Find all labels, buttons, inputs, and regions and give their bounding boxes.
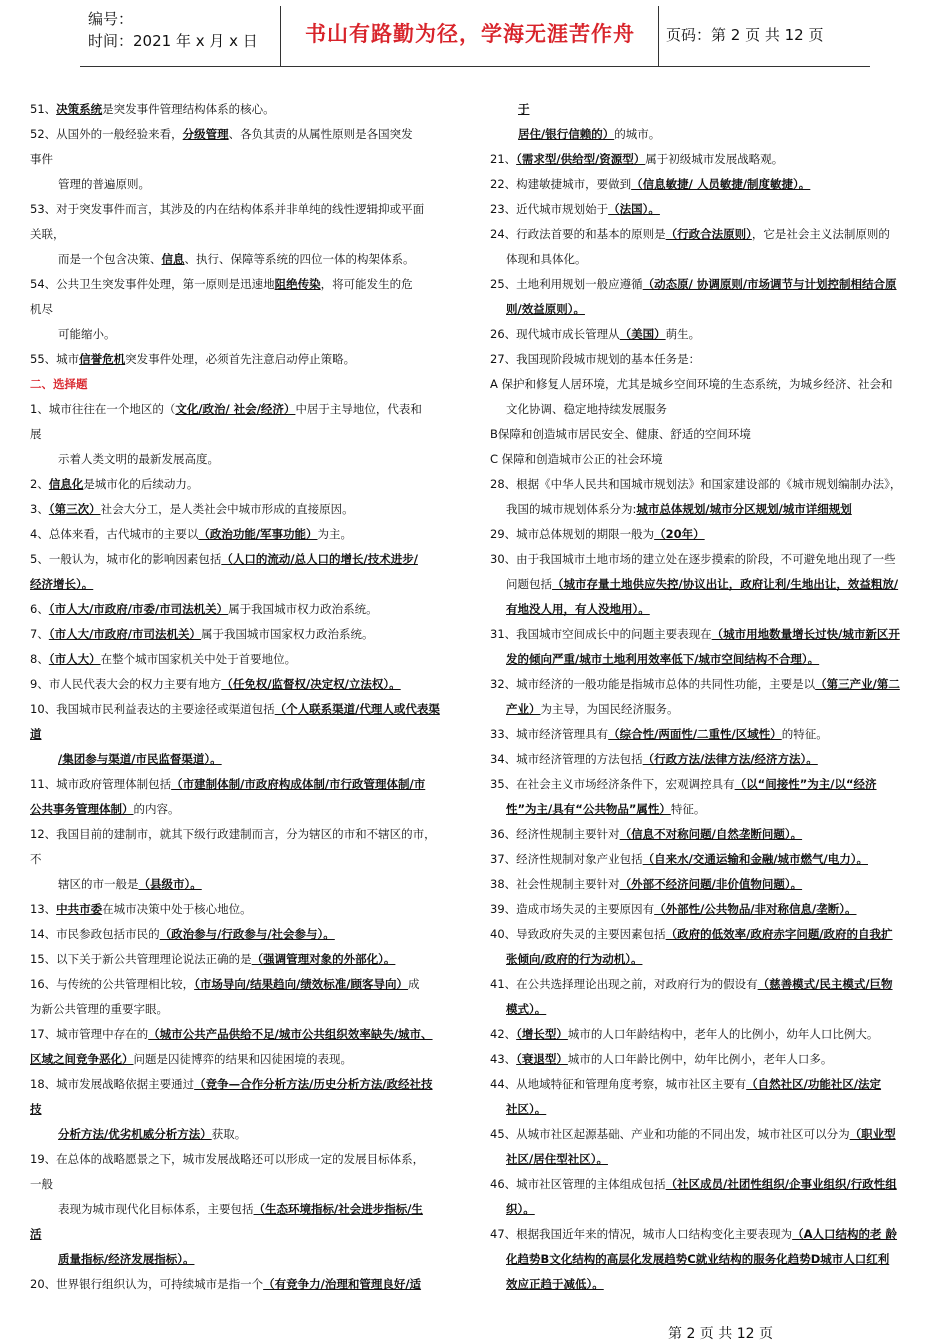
- text-line: [490, 1247, 922, 1272]
- text-line: [490, 1022, 922, 1047]
- text-line: [30, 322, 460, 347]
- header-page-info: 页码：第 2 页 共 12 页: [666, 26, 824, 44]
- question-text: 5、一般认为，城市化的影响因素包括: [30, 552, 222, 566]
- text-line: [490, 147, 922, 172]
- question-text: ，将可能发生的危: [320, 277, 413, 291]
- text-line: [30, 497, 460, 522]
- question-text: C 保障和创造城市公正的社会环境: [490, 452, 663, 466]
- text-line: [490, 547, 922, 572]
- answer-text: 公共事务管理体制）: [30, 802, 134, 816]
- answer-text: （外部性/公共物品/非对称信息/垄断）。: [654, 902, 857, 916]
- text-line: [30, 1247, 460, 1272]
- question-text: 是城市化的后续动力。: [83, 477, 199, 491]
- question-text: 城市的人口年龄结构中，老年人的比例小，幼年人口比例大。: [567, 1027, 879, 1041]
- answer-text: （法国）。: [608, 202, 660, 216]
- text-line: [490, 197, 922, 222]
- question-text: 为主。: [317, 527, 353, 541]
- text-line: [490, 597, 922, 622]
- question-text: 41、在公共选择理论出现之前，对政府行为的假设有: [490, 977, 758, 991]
- text-line: [490, 722, 922, 747]
- question-text: 16、与传统的公共管理相比较，: [30, 977, 195, 991]
- text-line: [490, 172, 922, 197]
- text-line: [30, 422, 460, 447]
- text-line: [30, 222, 460, 247]
- question-text: 在城市决策中处于核心地位。: [102, 902, 252, 916]
- text-line: [490, 447, 922, 472]
- text-line: [490, 397, 922, 422]
- text-line: [30, 1222, 460, 1247]
- question-text: 体现和具体化。: [506, 252, 587, 266]
- left-column: [30, 97, 460, 1297]
- question-text: 53、对于突发事件而言，其涉及的内在结构体系并非单纯的线性逻辑抑或平面: [30, 202, 425, 216]
- question-text: 1、城市往往在一个地区的（: [30, 402, 176, 416]
- answer-text: （市人大）: [48, 652, 101, 666]
- text-line: [30, 197, 460, 222]
- question-text: 二、选择题: [30, 377, 88, 391]
- answer-text: （行政方法/法律方法/经济方法）。: [642, 752, 818, 766]
- question-text: 的城市。: [614, 127, 661, 141]
- answer-text: 技: [30, 1102, 42, 1116]
- text-line: [30, 1072, 460, 1097]
- question-text: 42、: [490, 1027, 517, 1041]
- text-line: [30, 1197, 460, 1222]
- question-text: 属于我国城市权力政治系统。: [228, 602, 378, 616]
- question-text: 10、我国城市民利益表达的主要途径或渠道包括: [30, 702, 275, 716]
- question-text: 、各负其责的从属性原则是各国突发: [228, 127, 413, 141]
- question-text: 在整个城市国家机关中处于首要地位。: [100, 652, 297, 666]
- question-text: 辖区的市一般是: [58, 877, 139, 891]
- question-text: 3、: [30, 502, 49, 516]
- answer-text: （以“间接性”为主/以“经济: [734, 777, 877, 791]
- question-text: 萌生。: [665, 327, 701, 341]
- answer-text: （A人口结构的老 龄: [792, 1227, 898, 1241]
- text-line: [490, 97, 922, 122]
- answer-text: （任免权/监督权/决定权/立法权）。: [221, 677, 401, 691]
- answer-text: （人口的流动/总人口的增长/技术进步/: [221, 552, 418, 566]
- text-line: [490, 222, 922, 247]
- question-text: 属于我国城市国家权力政治系统。: [200, 627, 374, 641]
- text-line: [30, 1047, 460, 1072]
- text-line: [490, 697, 922, 722]
- question-text: A 保护和修复人居环境，尤其是城乡空间环境的生态系统，为城乡经济、社会和: [490, 377, 893, 391]
- answer-text: 活: [30, 1227, 42, 1241]
- question-text: 为新公共管理的重要字眼。: [30, 1002, 168, 1016]
- answer-text: 阻绝传染: [274, 277, 321, 291]
- header-meta: [88, 8, 258, 52]
- question-text: 管理的普遍原则。: [58, 177, 150, 191]
- question-text: 关联，: [30, 227, 65, 241]
- question-text: 35、在社会主义市场经济条件下，宏观调控具有: [490, 777, 735, 791]
- answer-text: 社区/居住型社区）。: [506, 1152, 608, 1166]
- date-label: 时间：2021 年 x 月 x 日: [88, 32, 258, 50]
- answer-text: 织）。: [506, 1202, 535, 1216]
- question-text: 38、社会性规制主要针对: [490, 877, 620, 891]
- answer-text: （信息不对称问题/自然垄断问题）。: [619, 827, 803, 841]
- answer-text: （需求型/供给型/资源型）: [516, 152, 646, 166]
- text-line: [490, 972, 922, 997]
- question-text: 33、城市经济管理具有: [490, 727, 609, 741]
- text-line: [490, 747, 922, 772]
- header-divider: [280, 6, 281, 66]
- text-line: [490, 847, 922, 872]
- text-line: [30, 122, 460, 147]
- question-text: 39、造成市场失灵的主要原因有: [490, 902, 655, 916]
- answer-text: （生态环境指标/社会进步指标/生: [253, 1202, 423, 1216]
- text-line: [30, 647, 460, 672]
- answer-text: （职业型: [849, 1127, 896, 1141]
- right-column: [490, 97, 922, 1297]
- answer-text: （强调管理对象的外部化）。: [251, 952, 396, 966]
- question-text: 43、: [490, 1052, 517, 1066]
- answer-text: 分析方法/优劣机威分析方法）: [58, 1127, 212, 1141]
- question-text: 突发事件处理，必须首先注意启动停止策略。: [125, 352, 356, 366]
- text-line: [30, 472, 460, 497]
- answer-text: （政治参与/行政参与/社会参与）。: [159, 927, 335, 941]
- text-line: [490, 997, 922, 1022]
- question-text: 文化协调、稳定地持续发展服务: [506, 402, 667, 416]
- question-text: 13、: [30, 902, 57, 916]
- answer-text: （20年）: [654, 527, 705, 541]
- answer-text: （自来水/交通运输和金融/城市燃气/电力）。: [642, 852, 868, 866]
- text-line: [30, 672, 460, 697]
- text-line: [490, 1197, 922, 1222]
- question-text: 展: [30, 427, 42, 441]
- answer-text: 决策系统: [56, 102, 103, 116]
- question-text: 特征。: [670, 802, 706, 816]
- answer-text: 信息: [161, 252, 185, 266]
- answer-text: 张倾向/政府的行为动机）。: [506, 952, 643, 966]
- question-text: 7、: [30, 627, 49, 641]
- text-line: [490, 1047, 922, 1072]
- answer-text: 城市总体规划/城市分区规划/城市详细规划: [636, 502, 852, 516]
- question-text: 28、根据《中华人民共和国城市规划法》和国家建设部的《城市规划编制办法》，: [490, 477, 902, 491]
- text-line: [490, 1097, 922, 1122]
- text-line: [490, 622, 922, 647]
- question-text: 问题是囚徒博弈的结果和囚徒困境的表现。: [133, 1052, 352, 1066]
- answer-text: 化趋势B文化结构的高层化发展趋势C就业结构的服务化趋势D城市人口红利: [506, 1252, 890, 1266]
- question-text: 34、城市经济管理的方法包括: [490, 752, 643, 766]
- text-line: [30, 1172, 460, 1197]
- text-line: [30, 272, 460, 297]
- text-line: [490, 1222, 922, 1247]
- question-text: 47、根据我国近年来的情况，城市人口结构变化主要表现为: [490, 1227, 793, 1241]
- question-text: 可能缩小。: [58, 327, 116, 341]
- question-text: 36、经济性规制主要针对: [490, 827, 620, 841]
- text-line: [30, 922, 460, 947]
- question-text: 17、城市管理中存在的: [30, 1027, 149, 1041]
- answer-text: 信誉危机: [79, 352, 126, 366]
- question-text: 社会大分工，是人类社会中城市形成的直接原因。: [100, 502, 354, 516]
- answer-text: 质量指标/经济发展指标）。: [58, 1252, 195, 1266]
- text-line: [490, 1122, 922, 1147]
- question-text: 40、导致政府失灵的主要因素包括: [490, 927, 666, 941]
- answer-text: （自然社区/功能社区/法定: [746, 1077, 882, 1091]
- question-text: 22、构建敏捷城市，要做到: [490, 177, 632, 191]
- text-line: [490, 822, 922, 847]
- question-text: 6、: [30, 602, 49, 616]
- question-text: 一般: [30, 1177, 53, 1191]
- text-line: [30, 872, 460, 897]
- question-text: 20、世界银行组织认为，可持续城市是指一个: [30, 1277, 264, 1291]
- question-text: 18、城市发展战略依据主要通过: [30, 1077, 195, 1091]
- text-line: [30, 747, 460, 772]
- answer-text: 模式）。: [506, 1002, 547, 1016]
- text-line: [490, 772, 922, 797]
- text-line: [490, 122, 922, 147]
- question-text: 29、城市总体规划的期限一般为: [490, 527, 655, 541]
- question-text: 机尽: [30, 302, 53, 316]
- answer-text: 信息化: [48, 477, 84, 491]
- answer-text: （市建制体制/市政府构成体制/市行政管理体制/市: [171, 777, 426, 791]
- question-text: 52、从国外的一般经验来看，: [30, 127, 183, 141]
- question-text: 表现为城市现代化目标体系，主要包括: [58, 1202, 254, 1216]
- text-line: [490, 572, 922, 597]
- text-line: [490, 422, 922, 447]
- answer-text: （衰退型）: [516, 1052, 568, 1066]
- text-line: [490, 247, 922, 272]
- answer-text: （县级市）。: [138, 877, 202, 891]
- question-text: 中居于主导地位，代表和: [295, 402, 422, 416]
- header-divider: [658, 6, 659, 66]
- question-text: 成: [408, 977, 420, 991]
- question-text: 我国的城市规划体系分为:: [506, 502, 637, 516]
- question-text: 32、城市经济的一般功能是指城市总体的共同性功能，主要是以: [490, 677, 816, 691]
- text-line: [30, 997, 460, 1022]
- text-line: [30, 822, 460, 847]
- answer-text: （城市公共产品供给不足/城市公共组织效率缺失/城市、: [148, 1027, 433, 1041]
- text-line: [30, 522, 460, 547]
- question-text: 9、市人民代表大会的权力主要有地方: [30, 677, 222, 691]
- answer-text: （市人大/市政府/市委/市司法机关）: [48, 602, 229, 616]
- text-line: [490, 947, 922, 972]
- answer-text: （有竞争力/治理和管理良好/适: [263, 1277, 422, 1291]
- text-line: [30, 97, 460, 122]
- answer-text: （综合性/两面性/二重性/区域性）: [608, 727, 782, 741]
- text-line: [30, 1272, 460, 1297]
- text-line: [30, 347, 460, 372]
- text-line: [30, 597, 460, 622]
- text-line: [30, 797, 460, 822]
- question-text: 示着人类文明的最新发展高度。: [58, 452, 219, 466]
- question-text: B保障和创造城市居民安全、健康、舒适的空间环境: [490, 427, 751, 441]
- text-line: [490, 522, 922, 547]
- question-text: 54、公共卫生突发事件处理，第一原则是迅速地: [30, 277, 275, 291]
- answer-text: （政治功能/军事功能）: [198, 527, 318, 541]
- question-text: 44、从地域特征和管理角度考察，城市社区主要有: [490, 1077, 747, 1091]
- text-line: [30, 697, 460, 722]
- text-line: [30, 247, 460, 272]
- answer-text: （外部不经济问题/非价值物问题）。: [619, 877, 803, 891]
- text-line: [30, 147, 460, 172]
- text-line: [490, 297, 922, 322]
- number-label: 编号：: [88, 10, 134, 28]
- question-text: 2、: [30, 477, 49, 491]
- question-text: 21、: [490, 152, 517, 166]
- text-line: [30, 947, 460, 972]
- text-line: [490, 1147, 922, 1172]
- text-line: [490, 472, 922, 497]
- answer-text: （市人大/市政府/市司法机关）: [48, 627, 201, 641]
- answer-text: （个人联系渠道/代理人或代表渠: [274, 702, 440, 716]
- text-line: [490, 272, 922, 297]
- text-line: [30, 372, 460, 397]
- answer-text: （第三产业/第二: [815, 677, 900, 691]
- question-text: 14、市民参政包括市民的: [30, 927, 160, 941]
- question-text: 不: [30, 852, 42, 866]
- answer-text: （信息敏捷/ 人员敏捷/制度敏捷）。: [631, 177, 811, 191]
- text-line: [490, 372, 922, 397]
- text-line: [490, 322, 922, 347]
- question-text: 45、从城市社区起源基础、产业和功能的不同出发，城市社区可以分为: [490, 1127, 850, 1141]
- text-line: [490, 922, 922, 947]
- answer-text: 产业）: [506, 702, 541, 716]
- text-line: [30, 897, 460, 922]
- text-line: [30, 397, 460, 422]
- text-line: [30, 297, 460, 322]
- text-line: [490, 672, 922, 697]
- text-line: [30, 722, 460, 747]
- question-text: 55、城市: [30, 352, 80, 366]
- answer-text: （动态原/ 协调原则/市场调节与计划控制相结合原: [642, 277, 897, 291]
- question-text: 问题包括: [506, 577, 552, 591]
- answer-text: 区域之间竞争恶化）: [30, 1052, 134, 1066]
- question-text: 而是一个包含决策、: [58, 252, 162, 266]
- question-text: 24、行政法首要的和基本的原则是: [490, 227, 666, 241]
- text-line: [490, 1072, 922, 1097]
- answer-text: 居住/银行信赖的）: [518, 127, 615, 141]
- answer-text: （竞争—合作分析方法/历史分析方法/政经社技: [194, 1077, 433, 1091]
- question-text: 19、在总体的战略愿景之下，城市发展战略还可以形成一定的发展目标体系，: [30, 1152, 425, 1166]
- text-line: [30, 572, 460, 597]
- question-text: 、执行、保障等系统的四位一体的构架体系。: [184, 252, 415, 266]
- question-text: 4、总体来看，古代城市的主要以: [30, 527, 199, 541]
- answer-text: 于: [518, 102, 530, 116]
- answer-text: 发的倾向严重/城市土地利用效率低下/城市空间结构不合理）。: [506, 652, 820, 666]
- answer-text: 则/效益原则）。: [506, 302, 585, 316]
- question-text: 属于初级城市发展战略观。: [645, 152, 784, 166]
- page-footer: 第 2 页 共 12 页: [668, 1326, 773, 1342]
- answer-text: 社区）。: [506, 1102, 547, 1116]
- answer-text: 有地没人用，有人没地用）。: [506, 602, 650, 616]
- question-text: 26、现代城市成长管理从: [490, 327, 620, 341]
- answer-text: （增长型）: [516, 1027, 568, 1041]
- question-text: 15、以下关于新公共管理理论说法正确的是: [30, 952, 252, 966]
- text-line: [30, 847, 460, 872]
- answer-text: /集团参与渠道/市民监督渠道）。: [58, 752, 222, 766]
- answer-text: 中共市委: [56, 902, 103, 916]
- answer-text: （城市用地数量增长过快/城市新区开: [711, 627, 900, 641]
- text-line: [30, 1122, 460, 1147]
- question-text: 25、土地利用规划一般应遵循: [490, 277, 643, 291]
- answer-text: 效应正趋于减低）。: [506, 1277, 604, 1291]
- text-line: [490, 897, 922, 922]
- answer-text: （城市存量土地供应失控/协议出让，政府让利/生地出让，效益粗放/: [552, 577, 899, 591]
- question-text: 23、近代城市规划始于: [490, 202, 609, 216]
- question-text: ，它是社会主义法制原则的: [751, 227, 890, 241]
- text-line: [490, 872, 922, 897]
- text-line: [490, 1272, 922, 1297]
- text-line: [30, 972, 460, 997]
- answer-text: 性”为主/具有“公共物品”属性）: [506, 802, 671, 816]
- text-line: [490, 1172, 922, 1197]
- question-text: 获取。: [211, 1127, 247, 1141]
- answer-text: （政府的低效率/政府赤字问题/政府的自我扩: [665, 927, 893, 941]
- answer-text: 经济增长）。: [30, 577, 94, 591]
- text-line: [490, 647, 922, 672]
- question-text: 51、: [30, 102, 57, 116]
- question-text: 37、经济性规制对象产业包括: [490, 852, 643, 866]
- question-text: 12、我国目前的建制市，就其下级行政建制而言，分为辖区的市和不辖区的市，: [30, 827, 436, 841]
- text-line: [30, 1022, 460, 1047]
- answer-text: 文化/政治/ 社会/经济）: [175, 402, 296, 416]
- answer-text: 分级管理: [182, 127, 229, 141]
- question-text: 城市的人口年龄比例中，幼年比例小，老年人口多。: [567, 1052, 833, 1066]
- answer-text: （慈善模式/民主模式/巨物: [757, 977, 893, 991]
- text-line: [30, 447, 460, 472]
- text-line: [30, 1147, 460, 1172]
- question-text: 27、我国现阶段城市规划的基本任务是：: [490, 352, 701, 366]
- question-text: 31、我国城市空间成长中的问题主要表现在: [490, 627, 712, 641]
- text-line: [490, 497, 922, 522]
- text-line: [30, 622, 460, 647]
- answer-text: （市场导向/结果趋向/绩效标准/顾客导向）: [194, 977, 408, 991]
- header-motto: 书山有路勤为径，学海无涯苦作舟: [305, 22, 635, 46]
- question-text: 为主导，为国民经济服务。: [540, 702, 679, 716]
- text-line: [30, 547, 460, 572]
- text-line: [490, 347, 922, 372]
- answer-text: （美国）: [619, 327, 666, 341]
- question-text: 的内容。: [133, 802, 180, 816]
- text-line: [30, 1097, 460, 1122]
- answer-text: 道: [30, 727, 42, 741]
- answer-text: （社区成员/社团性组织/企事业组织/行政性组: [665, 1177, 897, 1191]
- answer-text: （第三次）: [48, 502, 101, 516]
- question-text: 是突发事件管理结构体系的核心。: [102, 102, 275, 116]
- question-text: 11、城市政府管理体制包括: [30, 777, 172, 791]
- text-line: [30, 772, 460, 797]
- page-header: [80, 6, 870, 67]
- question-text: 的特征。: [781, 727, 828, 741]
- text-line: [490, 797, 922, 822]
- text-line: [30, 172, 460, 197]
- answer-text: （行政合法原则）: [665, 227, 752, 241]
- question-text: 46、城市社区管理的主体组成包括: [490, 1177, 666, 1191]
- question-text: 8、: [30, 652, 49, 666]
- question-text: 事件: [30, 152, 53, 166]
- question-text: 30、由于我国城市土地市场的建立处在逐步摸索的阶段，不可避免地出现了一些: [490, 552, 896, 566]
